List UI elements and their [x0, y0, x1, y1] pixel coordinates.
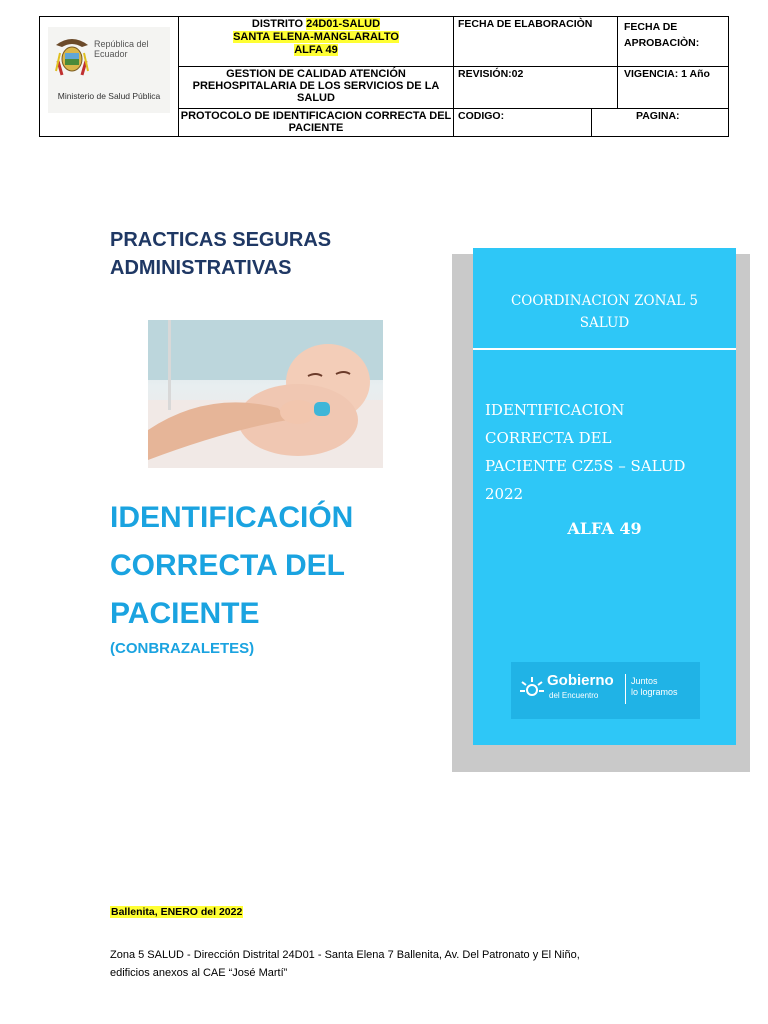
sun-rays-icon [519, 674, 545, 704]
coordinacion-text [473, 290, 736, 334]
gobierno-divider [625, 674, 626, 704]
main-title [110, 494, 353, 638]
logo-cell [40, 17, 179, 137]
ministry-logo [48, 27, 170, 113]
gobierno-logo [511, 662, 700, 719]
codigo: CODIGO: [454, 109, 592, 137]
gestion-title: GESTION DE CALIDAD ATENCIÓN PREHOSPITALARIA DE LOS SERVICIOS DE LA SALUD [179, 67, 454, 109]
address-line2: edificios anexos al CAE “José Martí” [110, 967, 288, 979]
coordinacion-line2: SALUD [579, 315, 630, 331]
cover-card [473, 248, 736, 745]
address [110, 946, 710, 982]
district-location: SANTA ELENA-MANGLARALTO [233, 31, 399, 43]
ministerio-label: Ministerio de Salud Pública [57, 91, 161, 101]
slogan-line1: Juntos [631, 676, 658, 686]
district-title [179, 17, 454, 67]
alfa-label: ALFA 49 [567, 519, 642, 538]
district-code: 24D01-SALUD [306, 18, 381, 30]
protocolo-title: PROTOCOLO DE IDENTIFICACION CORRECTA DEL PACIENTE [179, 109, 454, 137]
place-date: Ballenita, ENERO del 2022 [111, 906, 243, 918]
card-top-section [473, 248, 736, 350]
newborn-illustration [148, 320, 383, 468]
gobierno-sub: del Encuentro [549, 691, 599, 700]
vigencia: VIGENCIA: 1 Año [618, 67, 729, 109]
fecha-aprobacion: FECHA DE APROBACIÒN: [618, 17, 729, 67]
newborn-photo [148, 320, 383, 468]
practicas-heading [110, 226, 331, 282]
slogan-line2: lo logramos [631, 687, 678, 697]
revision: REVISIÓN:02 [454, 67, 618, 109]
ident-line3: PACIENTE CZ5S – SALUD [485, 457, 686, 475]
main-title-line1: IDENTIFICACIÓN [110, 501, 354, 534]
coordinacion-line1: COORDINACION ZONAL 5 [510, 293, 699, 309]
gobierno-name: Gobierno [547, 672, 614, 689]
practicas-line2: ADMINISTRATIVAS [110, 257, 292, 279]
address-line1: Zona 5 SALUD - Dirección Distrital 24D01 - Santa Elena 7 Ballenita, Av. Del Patronato y El Niño, [110, 949, 580, 961]
header-table [39, 16, 729, 137]
ident-line2: CORRECTA DEL [485, 429, 612, 447]
main-title-line2: CORRECTA DEL [110, 549, 345, 582]
main-title-line3: PACIENTE [110, 597, 260, 630]
fecha-elaboracion: FECHA DE ELABORACIÒN [454, 17, 618, 67]
gobierno-slogan [631, 676, 678, 698]
district-alfa: ALFA 49 [294, 44, 338, 56]
ident-text [485, 396, 730, 508]
ident-line4: 2022 [485, 485, 524, 503]
republica-label: República del Ecuador [94, 39, 149, 59]
ident-line1: IDENTIFICACION [485, 401, 625, 419]
coat-of-arms-icon [52, 31, 92, 77]
pagina: PAGINA: [636, 110, 680, 122]
practicas-line1: PRACTICAS SEGURAS [110, 229, 332, 251]
subtitle: (CONBRAZALETES) [110, 640, 255, 657]
district-prefix: DISTRITO [251, 18, 307, 30]
